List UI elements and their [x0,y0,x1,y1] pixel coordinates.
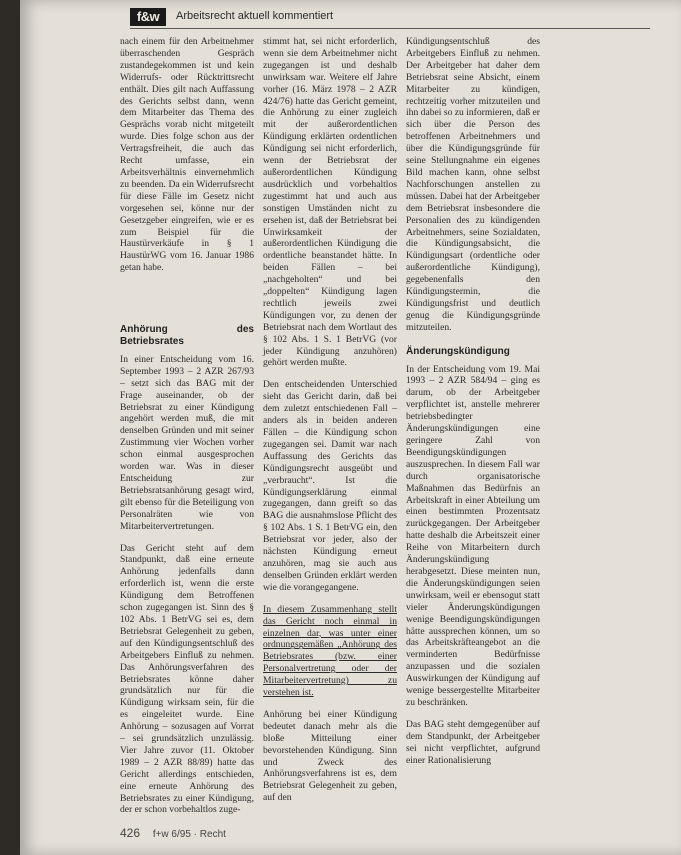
paragraph: stimmt hat, sei nicht erforderlich, wenn sie dem Arbeitnehmer nicht zugegangen ist und deshalb unwirksam war. Weitere elf Jahre vorher (16. März 1978 – 2 AZR 424/76) hatte das Gericht gemeint, die Anhörung zu einer zugleich mit der außerordentlichen Kündigung erklärten ordentlichen Kündigung sei nicht erforderlich, wenn der Betriebsrat der außerordentlichen Kündigung ausdrücklich und vorbehaltlos zugestimmt hat und auch aus sonstigen Umständen nicht zu ersehen ist, daß der Betriebsrat bei Unwirksamkeit der außerordentlichen Kündigung die ordentliche beanstandet hätte. In beiden Fällen – bei „nachgeholten“ und bei „doppelten“ Kündigung lagen rechtlich jeweils zwei Kündigungen vor, zu denen der Betriebsrat nach dem Wortlaut des § 102 Abs. 1 S. 1 BetrVG (vor jeder Kündigung anzuhören) gehört werden mußte. [263,36,397,369]
section-heading: Anhörung des Betriebsrates [120,324,254,348]
paragraph: In der Entscheidung vom 19. Mai 1993 – 2 AZR 584/94 – ging es darum, ob der Arbeitgeber verpflichtet ist, anstelle mehrerer betriebsbedingter Änderungskündigungen eine geringere Zahl von Beendigungskündigungen auszusprechen. In diesem Fall war durch organisatorische Maßnahmen das Bedürfnis an Arbeitskraft in einer Abteilung um einen bestimmten Prozentsatz zurückgegangen. Der Arbeitgeber hatte deshalb die Arbeitszeit einer Reihe von Mitarbeitern durch Änderungskündigung herabgesetzt. Diese meinten nun, die Änderungskündigungen seien unwirksam, weil er ebensogut statt vieler Änderungskündigungen wenige Beendigungskündigungen hätte aussprechen können, um so das Arbeitskräfteangebot an die verminderten Bedürfnisse anzupassen und die sozialen Auswirkungen der Kündigung auf wenige bessergestellte Mitarbeiter zu beschränken. [406,363,540,708]
text-column-2 [263,36,397,814]
document-page [20,0,681,855]
page-header [130,8,650,30]
header-divider [130,28,650,29]
journal-logo: f&w [130,8,166,26]
paragraph-underlined: In diesem Zusammenhang stellt das Gericht noch einmal in einzelnen dar, was unter einer ordnungsgemäßen „Anhörung des Betriebsrates (bzw. einer Personalvertretung oder der Mitarbeitervertretung) zu verstehen ist. [263,603,397,699]
paragraph: nach einem für den Arbeitnehmer überraschenden Gespräch zustandegekommen ist und kein Widerrufs- oder Rücktrittsrecht enthält. Dies gilt nach Auffassung des Gerichts selbst dann, wenn dem Mitarbeiter das Thema des Gesprächs vorab nicht mitgeteilt wurde. Dies folge schon aus der Vertragsfreiheit, die auch das Recht umfasse, ein Arbeitsverhältnis einvernehmlich zu beenden. Da ein Widerrufsrecht für diese Fälle im Gesetz nicht vorgesehen sei, könne nur der Gesetzgeber eingreifen, wie er es zum Beispiel für die Haustürverkäufe in § 1 HaustürWG vom 16. Januar 1986 getan habe. [120,36,254,274]
paragraph: In einer Entscheidung vom 16. September 1993 – 2 AZR 267/93 – setzt sich das BAG mit der Frage auseinander, ob der Betriebsrat zu einer Kündigung angehört werden muß, die mit denselben Gründen und mit seiner Zustimmung vier Wochen vorher schon einmal ausgesprochen worden war. Was in dieser Entscheidung zur Betriebsratsanhörung gesagt wird, gilt ebenso für die Beteiligung von Personalräten wie von Mitarbeitervertretungen. [120,353,254,532]
section-title: Arbeitsrecht aktuell kommentiert [176,10,334,22]
text-column-3 [406,36,540,776]
page-footer [120,826,226,840]
paragraph: Den entscheidenden Unterschied sieht das Gericht darin, daß bei dem zuletzt entschiedenen Fall – anders als in beiden anderen Fällen – die Kündigung schon zugegangen sei. Damit war nach Auffassung des Gerichts das Kündigungsrecht ausgeübt und „verbraucht“. Ist die Kündigungserklärung einmal zugegangen, dann greift so das BAG die ausnahmslose Pflicht des § 102 Abs. 1 S. 1 BetrVG ein, den Betriebsrat vor jeder, also der nächsten Kündigung erneut anzuhören, mag sie auch aus denselben Gründen erklärt werden wie die vorangegangene. [263,379,397,593]
paragraph: Das Gericht steht auf dem Standpunkt, daß eine erneute Anhörung jedenfalls dann erforderlich ist, wenn die erste Kündigung dem Betroffenen schon zugegangen ist. Sinn des § 102 Abs. 1 BetrVG sei es, dem Betriebsrat Gelegenheit zu geben, auf den Kündigungsentschluß des Arbeitgebers Einfluß zu nehmen. Das Anhörungsverfahren des Betriebsrates könne daher grundsätzlich nur für die Kündigung wirksam sein, für die es eingeleitet wurde. Eine Anhörung – sozusagen auf Vorrat – sei grundsätzlich unzulässig. Vier Jahre zuvor (11. Oktober 1989 – 2 AZR 88/89) hatte das Gericht allerdings entschieden, eine erneute Anhörung des Betriebsrates zu einer Kündigung, der er schon vorbehaltlos zuge- [120,542,254,816]
issue-label: f+w 6/95 · Recht [152,829,226,840]
paragraph: Das BAG steht demgegenüber auf dem Standpunkt, der Arbeitgeber sei nicht verpflichtet, aufgrund einer Rationalisierung [406,718,540,766]
paragraph: Kündigungsentschluß des Arbeitgebers Einfluß zu nehmen. Der Arbeitgeber hat daher dem Betriebsrat seine Absicht, einem Mitarbeiter zu kündigen, rechtzeitig vorher mitzuteilen und ihn dabei so zu informieren, daß er sich über die Person des betroffenen Arbeitnehmers und über die Kündigungsgründe für seine Stellungnahme ein eigenes Bild machen kann, ohne selbst Nachforschungen anstellen zu müssen. Dabei hat der Arbeitgeber dem Betriebsrat insbesondere die Personalien des zu kündigenden Arbeitnehmers, seine Sozialdaten, die Kündigungsabsicht, die Kündigungsart (ordentliche oder außerordentliche Kündigung), gegebenenfalls den Kündigungstermin, die Kündigungsfrist und deutlich genug die Kündigungsgründe mitzuteilen. [406,36,540,333]
paragraph: Anhörung bei einer Kündigung bedeutet danach mehr als die bloße Mitteilung einer bevorstehenden Kündigung. Sinn und Zweck des Anhörungsverfahrens ist es, dem Betriebsrat Gelegenheit zu geben, auf den [263,708,397,804]
section-heading: Änderungskündigung [406,345,510,357]
text-column-1 [120,36,254,826]
page-number: 426 [120,826,141,840]
